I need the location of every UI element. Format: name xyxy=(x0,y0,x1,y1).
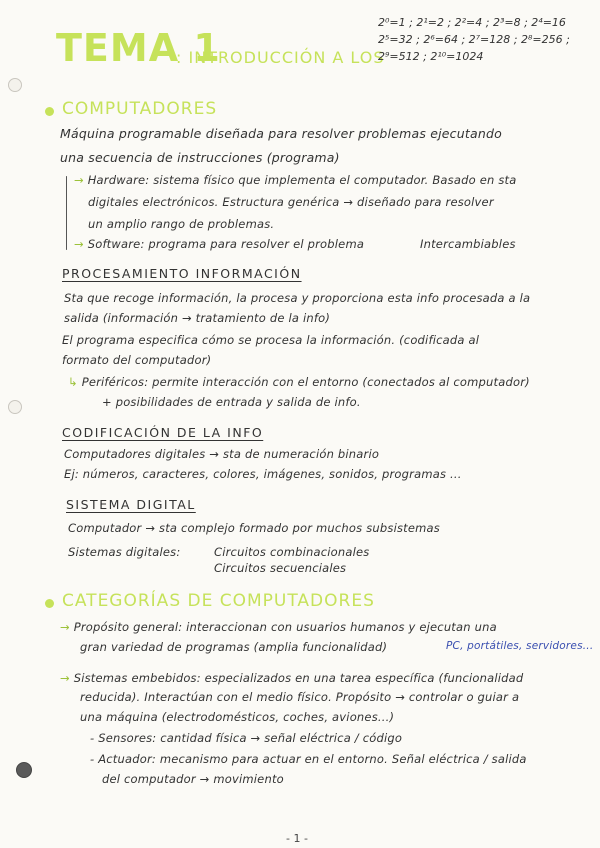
brace xyxy=(66,176,67,250)
text-line: El programa especifica cómo se procesa la información. (codificada al xyxy=(62,333,480,347)
binder-hole xyxy=(8,78,22,92)
text-line: Computador → sta complejo formado por muchos subsistemas xyxy=(68,521,440,535)
subheading-sistema-digital: SISTEMA DIGITAL xyxy=(66,497,196,512)
powers-of-two-note xyxy=(378,14,570,65)
text-line: gran variedad de programas (amplia funcionalidad) xyxy=(80,640,388,654)
text-line: salida (información → tratamiento de la info) xyxy=(64,311,331,325)
software-line: → Software: programa para resolver el problema xyxy=(74,237,365,251)
list-item: Circuitos secuenciales xyxy=(214,561,347,575)
annotation-note: PC, portátiles, servidores... xyxy=(446,640,594,652)
text-line: - Actuador: mecanismo para actuar en el entorno. Señal eléctrica / salida xyxy=(90,752,527,766)
section-bullet xyxy=(45,599,54,608)
binder-hole xyxy=(8,400,22,414)
arrow-icon: ↳ xyxy=(68,375,82,389)
arrow-icon: → xyxy=(60,671,74,685)
section-bullet xyxy=(45,107,54,116)
powers-line: 2⁰=1 ; 2¹=2 ; 2²=4 ; 2³=8 ; 2⁴=16 xyxy=(378,16,566,29)
general-line: → Propósito general: interaccionan con usuarios humanos y ejecutan una xyxy=(60,620,497,634)
arrow-icon: → xyxy=(74,237,88,251)
binder-hole xyxy=(16,762,32,778)
section-heading-computadores: COMPUTADORES xyxy=(62,99,218,119)
arrow-icon: → xyxy=(60,620,74,634)
software-note: Intercambiables xyxy=(420,237,516,251)
text-line: formato del computador) xyxy=(62,353,212,367)
text-line: Sistemas digitales: xyxy=(68,545,181,559)
text-line: Ej: números, caracteres, colores, imágenes, sonidos, programas ... xyxy=(64,467,462,481)
text-line: Sta que recoge información, la procesa y proporciona esta info procesada a la xyxy=(64,291,531,305)
perifericos-line: ↳ Periféricos: permite interacción con el entorno (conectados al computador) xyxy=(68,375,530,389)
embebidos-line: → Sistemas embebidos: especializados en una tarea específica (funcionalidad xyxy=(60,671,524,685)
subheading-codificacion: CODIFICACIÓN DE LA INFO xyxy=(62,425,264,440)
page-subtitle: : INTRODUCCIÓN A LOS xyxy=(176,48,385,67)
text-line: - Sensores: cantidad física → señal eléctrica / código xyxy=(90,731,403,745)
arrow-icon: → xyxy=(74,173,88,187)
list-item: Circuitos combinacionales xyxy=(214,545,370,559)
text-line: + posibilidades de entrada y salida de info. xyxy=(102,395,361,409)
powers-line: 2⁹=512 ; 2¹⁰=1024 xyxy=(378,50,484,63)
subheading-procesamiento: PROCESAMIENTO INFORMACIÓN xyxy=(62,266,302,281)
page-number: - 1 - xyxy=(286,832,308,845)
text-line: un amplio rango de problemas. xyxy=(88,217,275,231)
powers-line: 2⁵=32 ; 2⁶=64 ; 2⁷=128 ; 2⁸=256 ; xyxy=(378,33,570,46)
section-heading-categorias: CATEGORÍAS DE COMPUTADORES xyxy=(62,591,375,611)
text-line: una máquina (electrodomésticos, coches, aviones...) xyxy=(80,710,395,724)
text-line: Computadores digitales → sta de numeración binario xyxy=(64,447,380,461)
page-title: TEMA 1 xyxy=(56,26,221,70)
text-line: reducida). Interactúan con el medio físico. Propósito → controlar o guiar a xyxy=(80,690,520,704)
text-line: digitales electrónicos. Estructura genérica → diseñado para resolver xyxy=(88,195,494,209)
text-line: Máquina programable diseñada para resolver problemas ejecutando xyxy=(60,126,502,141)
text-line: del computador → movimiento xyxy=(102,772,284,786)
hardware-line: → Hardware: sistema físico que implementa el computador. Basado en sta xyxy=(74,173,517,187)
text-line: una secuencia de instrucciones (programa) xyxy=(60,150,340,165)
